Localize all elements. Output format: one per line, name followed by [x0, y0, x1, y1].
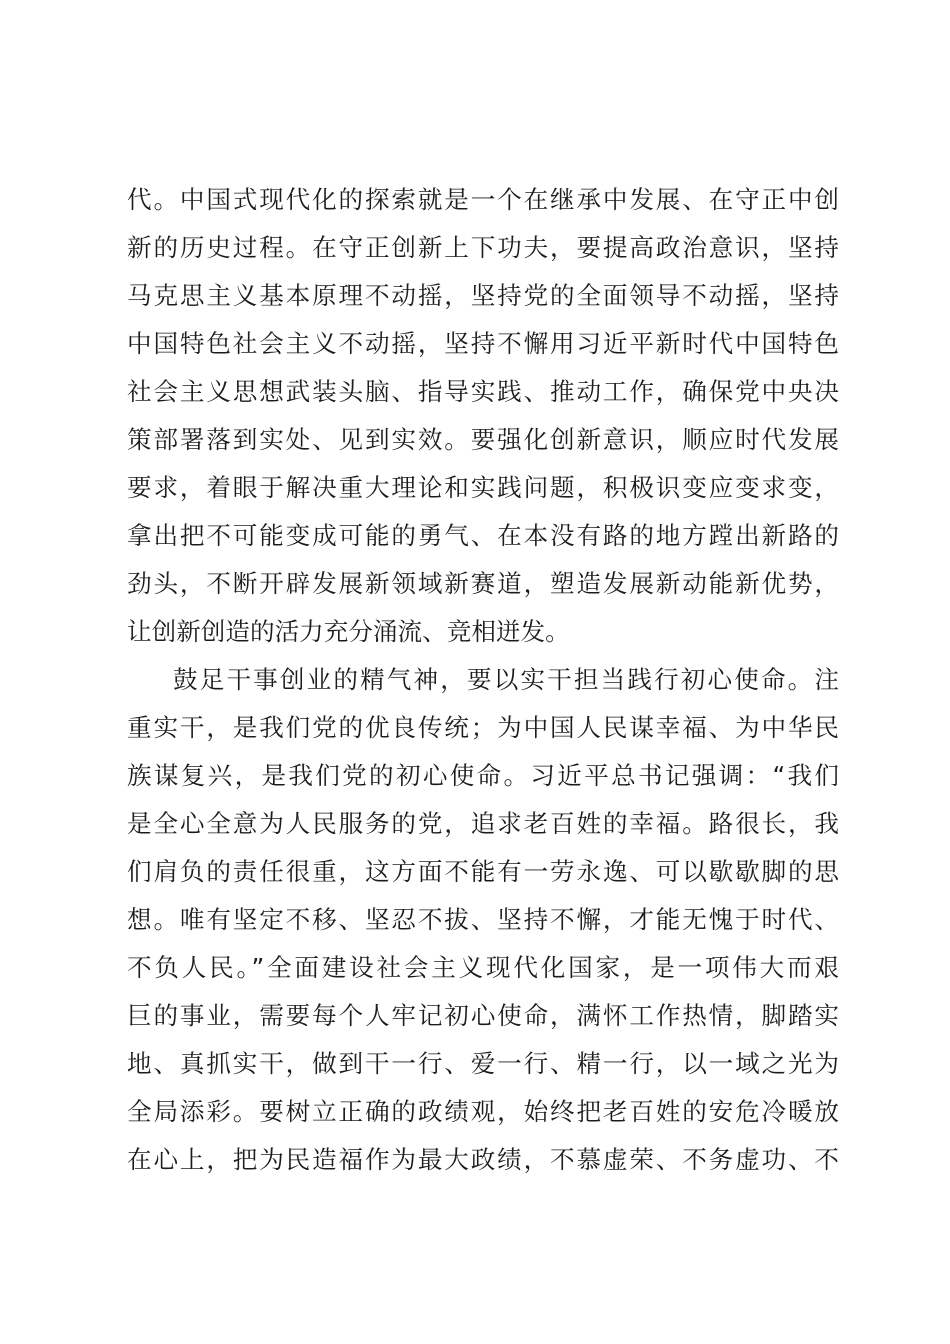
text-line: 在心上，把为民造福作为最大政绩，不慕虚荣、不务虚功、不: [127, 1145, 839, 1174]
text-line: 想。唯有坚定不移、坚忍不拔、坚持不懈，才能无愧于时代、: [127, 905, 839, 934]
text-line: 族谋复兴，是我们党的初心使命。习近平总书记强调：“我们: [127, 761, 839, 790]
paragraph-innovation: [127, 176, 839, 656]
text-line: 要求，着眼于解决重大理论和实践问题，积极识变应变求变，: [127, 473, 839, 502]
text-line: 劲头，不断开辟发展新领域新赛道，塑造发展新动能新优势，: [127, 569, 839, 598]
document-body: [127, 176, 839, 1184]
text-line: 马克思主义基本原理不动摇，坚持党的全面领导不动摇，坚持: [127, 281, 839, 310]
text-line: 全局添彩。要树立正确的政绩观，始终把老百姓的安危冷暖放: [127, 1097, 839, 1126]
text-line: 拿出把不可能变成可能的勇气、在本没有路的地方蹚出新路的: [127, 521, 839, 550]
text-line: 是全心全意为人民服务的党，追求老百姓的幸福。路很长，我: [127, 809, 839, 838]
text-line: 重实干，是我们党的优良传统；为中国人民谋幸福、为中华民: [127, 713, 839, 742]
text-line: 代。中国式现代化的探索就是一个在继承中发展、在守正中创: [127, 185, 839, 214]
text-line: 地、真抓实干，做到干一行、爱一行、精一行，以一域之光为: [127, 1049, 839, 1078]
paragraph-hard-work: [127, 656, 839, 1184]
text-line: 新的历史过程。在守正创新上下功夫，要提高政治意识，坚持: [127, 233, 839, 262]
text-line: 鼓足干事创业的精气神，要以实干担当践行初心使命。注: [173, 665, 839, 694]
text-line: 们肩负的责任很重，这方面不能有一劳永逸、可以歇歇脚的思: [127, 857, 839, 886]
text-line: 巨的事业，需要每个人牢记初心使命，满怀工作热情，脚踏实: [127, 1001, 839, 1030]
text-line: 让创新创造的活力充分涌流、竞相迸发。: [127, 617, 570, 646]
text-line: 不负人民。”全面建设社会主义现代化国家，是一项伟大而艰: [127, 953, 839, 982]
text-line: 中国特色社会主义不动摇，坚持不懈用习近平新时代中国特色: [127, 329, 839, 358]
text-line: 策部署落到实处、见到实效。要强化创新意识，顺应时代发展: [127, 425, 839, 454]
text-line: 社会主义思想武装头脑、指导实践、推动工作，确保党中央决: [127, 377, 839, 406]
